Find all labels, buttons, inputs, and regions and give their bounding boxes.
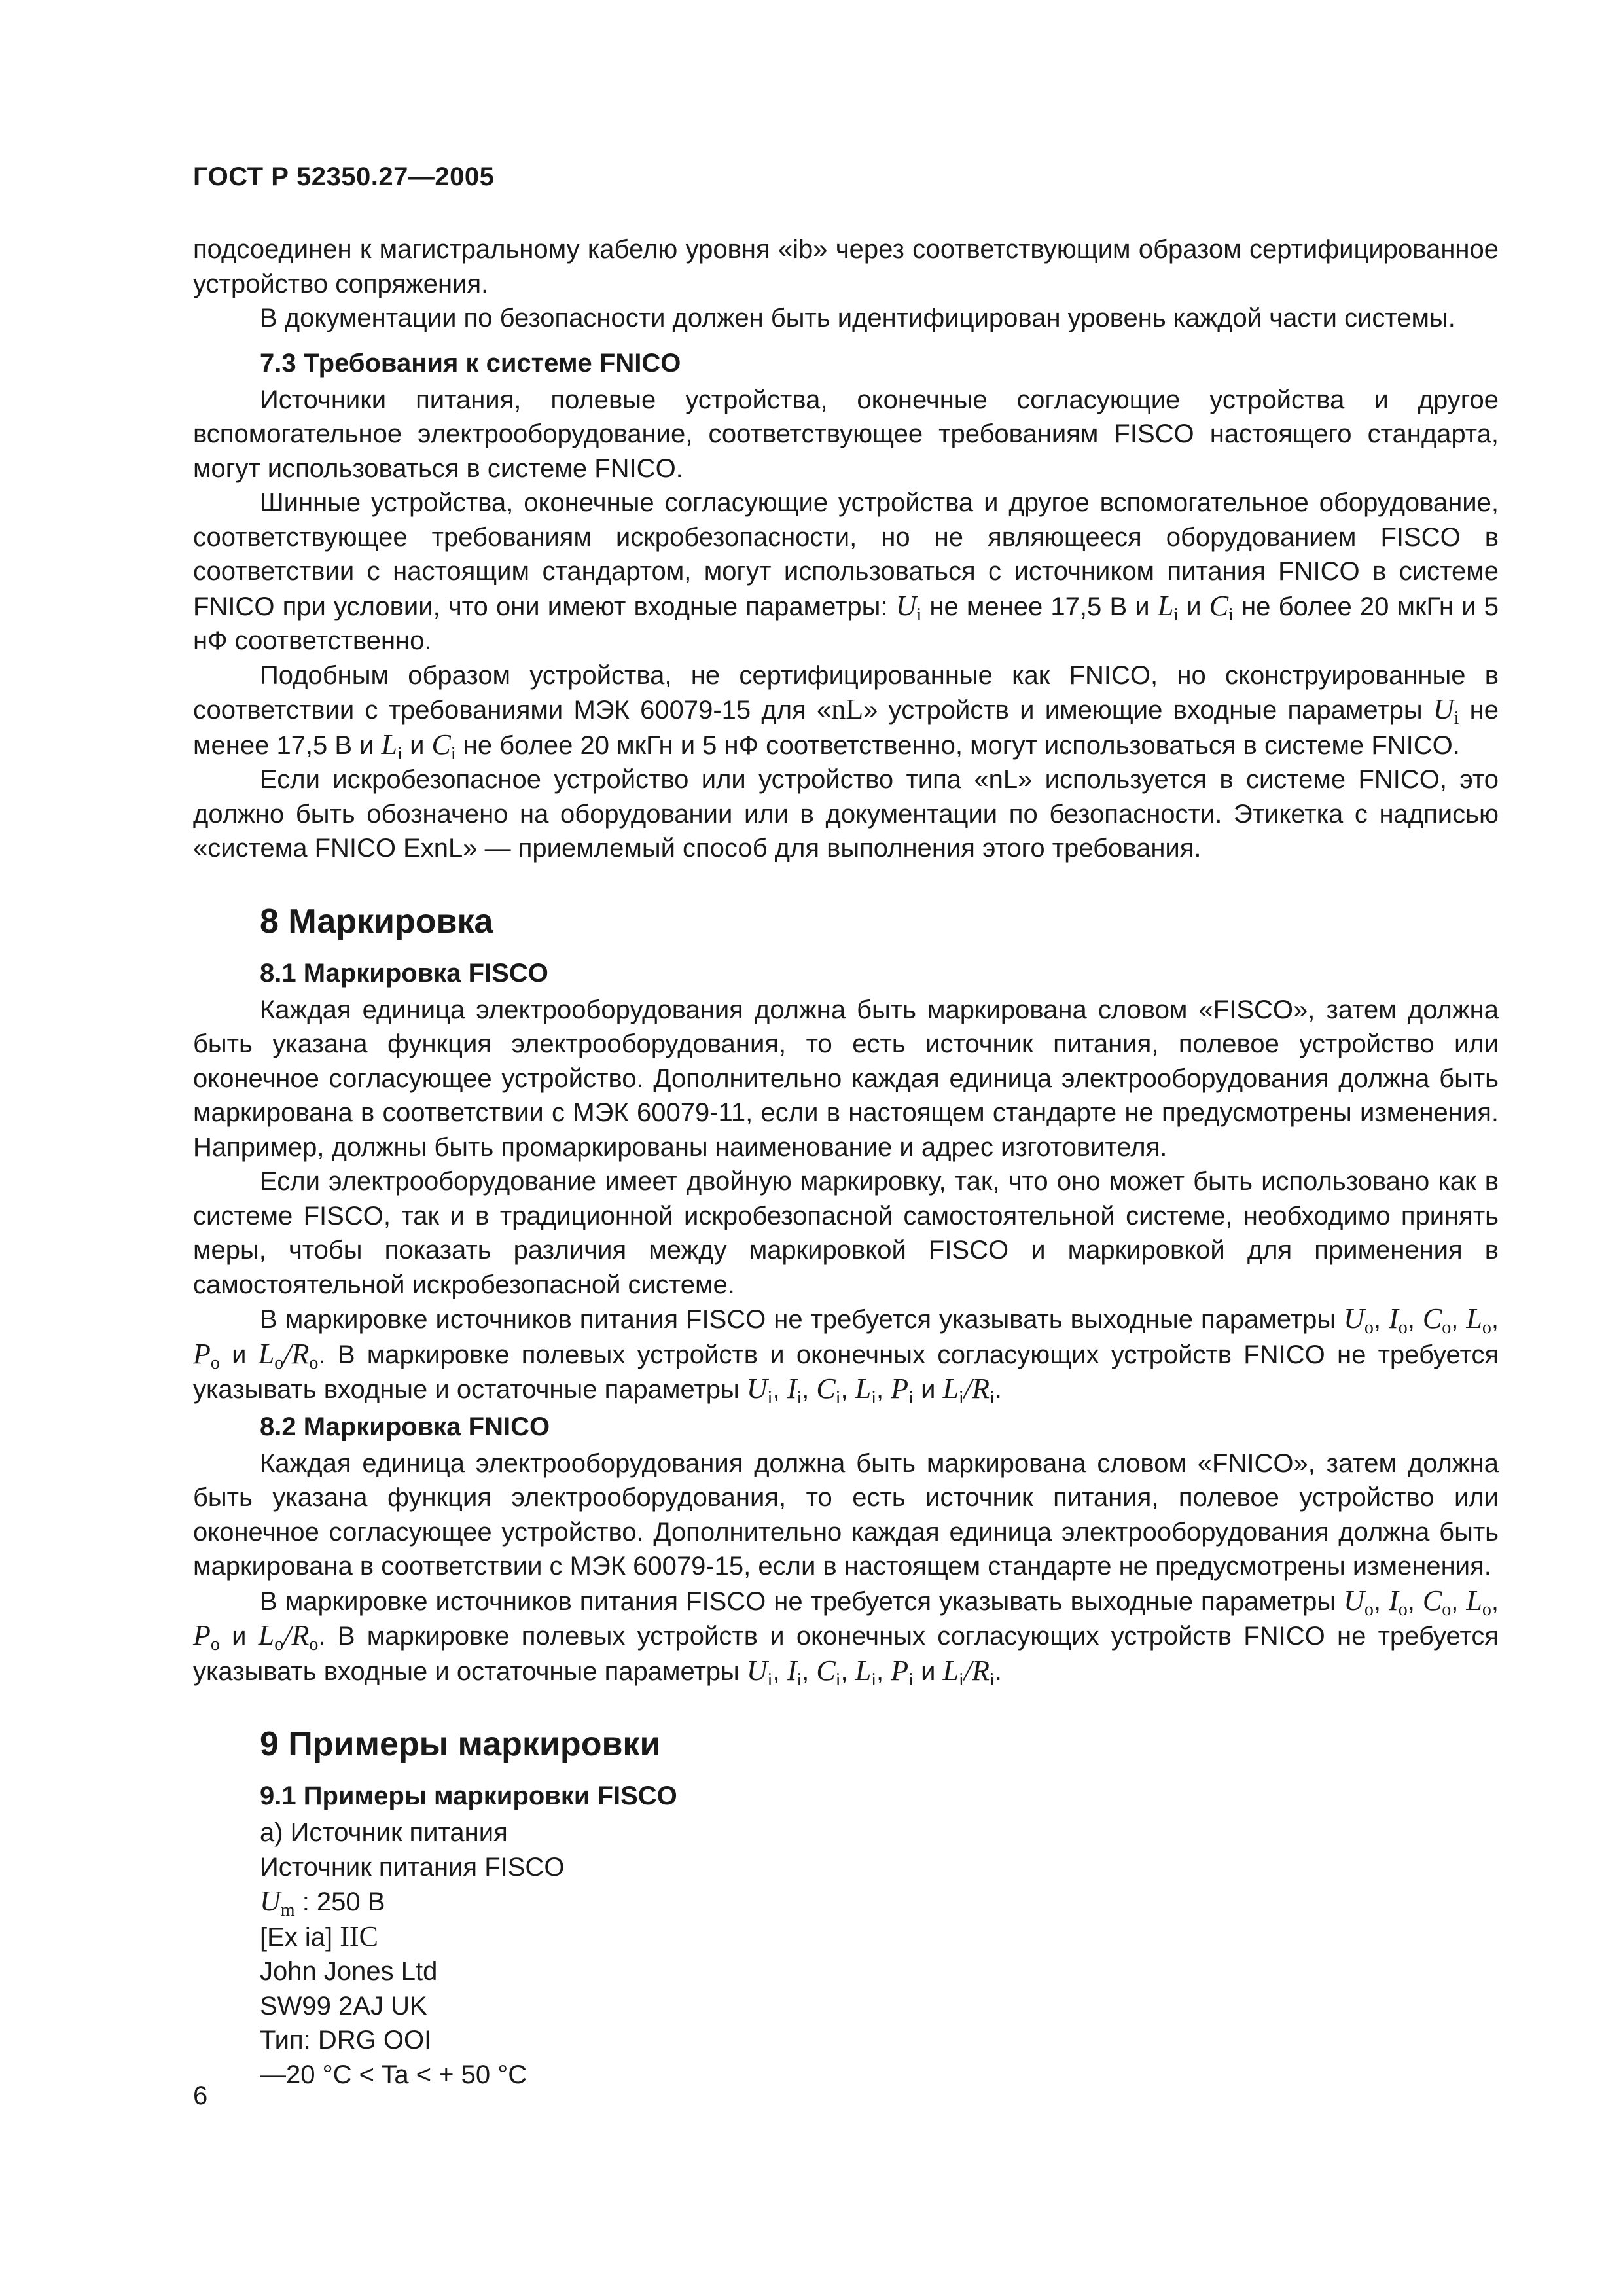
section-heading-8: 8 Маркировка <box>260 902 493 941</box>
page-body <box>193 232 1499 2092</box>
example-line: Источник питания FISCO <box>260 1852 565 1882</box>
section-heading-9-1: 9.1 Примеры маркировки FISCO <box>260 1782 677 1810</box>
paragraph: Если электрооборудование имеет двойную маркировку, так, что оно может быть использовано как в системе FISCO, так и в традиционной искробезопасной самостоятельной системе, необходимо принять меры, чтобы показать различия между маркировкой FISCO и маркировкой для применения в самостоятельной искробезопасной системе. <box>193 1167 1499 1299</box>
section-heading-8-2: 8.2 Маркировка FNICO <box>260 1412 550 1441</box>
example-line: John Jones Ltd <box>260 1957 438 1986</box>
example-line: —20 °C < Ta < + 50 °C <box>260 2060 527 2089</box>
paragraph: Источники питания, полевые устройства, оконечные согласующие устройства и другое вспомогательное электрооборудование, соответствующее требованиям FISCO настоящего стандарта, могут использоваться в системе FNICO. <box>193 385 1499 483</box>
paragraph: В маркировке источников питания FISCO не требуется указывать выходные параметры $U_o$, $I_o$, $C_o$, $L_o$, $P_o$ и $L_o/R_o$. В маркировке полевых устройств и оконечных согласующих устройств FNICO не требуется указывать входные и остаточные параметры $U_i$, $I_i$, $C_i$, $L_i$, $P_i$ и $L_i/R_i$. <box>193 1302 1499 1408</box>
paragraph: Подобным образом устройства, не сертифицированные как FNICO, но сконструированные в соответствии с требованиями МЭК 60079-15 для «nL» устройств и имеющие входные параметры $U_i$ не менее 17,5 В и $L_i$ и $C_i$ не более 20 мкГн и 5 нФ соответственно, могут использоваться в системе FNICO. <box>193 660 1499 764</box>
paragraph: Каждая единица электрооборудования должна быть маркирована словом «FISCO», затем должна быть указана функция электрооборудования, то есть источник питания, полевое устройство или оконечное согласующее устройство. Дополнительно каждая единица электрооборудования должна быть маркирована в соответствии с МЭК 60079-11, если в настоящем стандарте не предусмотрены изменения. Например, должны быть промаркированы наименование и адрес изготовителя. <box>193 995 1499 1162</box>
section-heading-9: 9 Примеры маркировки <box>260 1725 661 1763</box>
paragraph: В документации по безопасности должен быть идентифицирован уровень каждой части системы. <box>260 304 1455 332</box>
paragraph: Если искробезопасное устройство или устройство типа «nL» используется в системе FNICO, это должно быть обозначено на оборудовании или в документации по безопасности. Этикетка с надписью «система FNICO ExnL» — приемлемый способ для выполнения этого требования. <box>193 765 1499 863</box>
paragraph: подсоединен к магистральному кабелю уровня «ib» через соответствующим образом сертифицированное устройство сопряжения. <box>193 235 1499 298</box>
paragraph: В маркировке источников питания FISCO не требуется указывать выходные параметры $U_o$, $I_o$, $C_o$, $L_o$, $P_o$ и $L_o/R_o$. В маркировке полевых устройств и оконечных согласующих устройств FNICO не требуется указывать входные и остаточные параметры $U_i$, $I_i$, $C_i$, $L_i$, $P_i$ и $L_i/R_i$. <box>193 1584 1499 1690</box>
example-line: Тип: DRG OOI <box>260 2026 432 2054</box>
page-header: ГОСТ Р 52350.27—2005 <box>193 162 495 191</box>
paragraph: Шинные устройства, оконечные согласующие устройства и другое вспомогательное оборудование, соответствующее требованиям искробезопасности, но не являющееся оборудованием FISCO в соответствии с настоящим стандартом, могут использоваться с источником питания FNICO в системе FNICO при условии, что они имеют входные параметры: $U_i$ не менее 17,5 В и $L_i$ и $C_i$ не более 20 мкГн и 5 нФ соответственно. <box>193 488 1499 655</box>
example-line: $U_m$ : 250 В <box>260 1885 385 1920</box>
section-heading-7-3: 7.3 Требования к системе FNICO <box>260 348 681 378</box>
example-line: SW99 2AJ UK <box>260 1991 427 2020</box>
example-item-label: а) Источник питания <box>260 1818 508 1847</box>
section-heading-8-1: 8.1 Маркировка FISCO <box>260 958 548 988</box>
example-line: [Ex ia] IIC <box>260 1920 378 1952</box>
paragraph: Каждая единица электрооборудования должна быть маркирована словом «FNICO», затем должна быть указана функция электрооборудования, то есть источник питания, полевое устройство или оконечное согласующее устройство. Дополнительно каждая единица электрооборудования должна быть маркирована в соответствии с МЭК 60079-15, если в настоящем стандарте не предусмотрены изменения. <box>193 1448 1499 1581</box>
page-number: 6 <box>193 2081 208 2110</box>
